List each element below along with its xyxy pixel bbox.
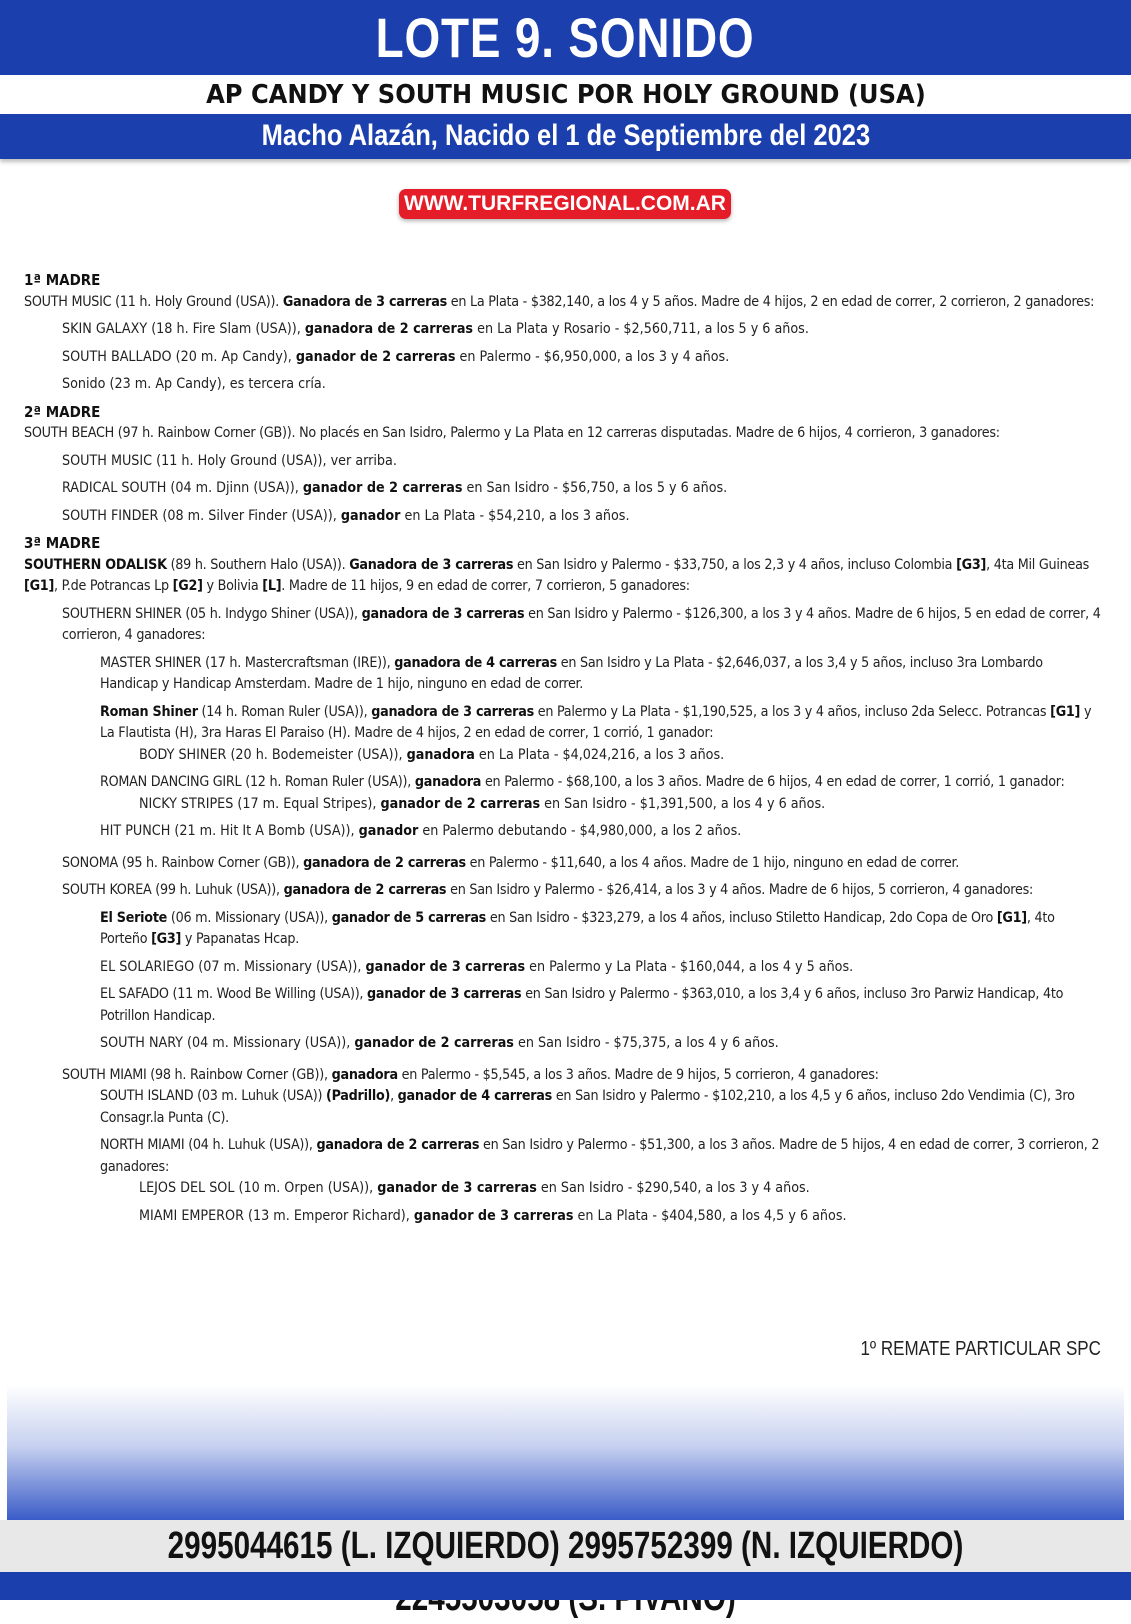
text: ROMAN DANCING GIRL (12 h. Roman Ruler (USA)), xyxy=(100,774,415,790)
text: en La Plata - $382,140, a los 4 y 5 años. Madre de 4 hijos, 2 en edad de correr, 2 corrieron, 2 ganadores: xyxy=(446,293,1095,310)
text: SOUTH FINDER (08 m. Silver Finder (USA)), xyxy=(62,507,341,524)
text: EL SAFADO (11 m. Wood Be Willing (USA)), xyxy=(100,986,368,1002)
contact-phones-bar xyxy=(0,1520,1131,1572)
text: , P.de Potrancas Lp xyxy=(54,578,173,594)
horse-name: El Seriote xyxy=(100,909,168,926)
pedigree-text: AP CANDY Y SOUTH MUSIC POR HOLY GROUND (USA) xyxy=(205,80,926,110)
section-title-first-dam: 1ª MADRE xyxy=(24,271,101,289)
offspring-entry xyxy=(62,506,1104,528)
text: en Palermo debutando - $4,980,000, a los 2 años. xyxy=(418,823,742,839)
offspring-entry xyxy=(139,1178,1104,1200)
wins: ganadora xyxy=(406,746,475,763)
text: HIT PUNCH (21 m. Hit It A Bomb (USA)), xyxy=(100,823,359,839)
wins: ganador de 5 carreras xyxy=(331,909,487,926)
offspring-entry xyxy=(62,347,1104,369)
wins: ganador de 3 carreras xyxy=(367,986,522,1002)
first-dam-entry xyxy=(24,292,1104,314)
offspring-entry xyxy=(62,853,1104,875)
text: en San Isidro - $1,391,500, a los 4 y 6 años. xyxy=(540,795,826,812)
horse-name: Roman Shiner xyxy=(100,703,198,720)
text: en San Isidro - $323,279, a los 4 años, incluso Stiletto Handicap, 2do Copa de Oro xyxy=(486,909,997,926)
grade: [G3] xyxy=(956,556,987,573)
text: SOUTH ISLAND (03 m. Luhuk (USA)) xyxy=(100,1088,326,1104)
wins: ganador de 2 carreras xyxy=(380,795,541,812)
wins: ganador de 2 carreras xyxy=(295,348,456,365)
wins: Ganadora de 3 carreras xyxy=(282,293,447,310)
wins: ganador de 3 carreras xyxy=(377,1180,537,1196)
wins: ganador de 3 carreras xyxy=(413,1207,574,1224)
offspring-entry xyxy=(139,1206,1104,1228)
grade: [G2] xyxy=(172,578,203,594)
third-dam-entry xyxy=(24,555,1104,598)
offspring-entry xyxy=(62,319,1104,341)
sire-label: (Padrillo) xyxy=(325,1088,391,1104)
text: en Palermo - $6,950,000, a los 3 y 4 años. xyxy=(455,348,730,365)
text: SONOMA (95 h. Rainbow Corner (GB)), xyxy=(62,854,304,871)
text: , 4ta Mil Guineas xyxy=(986,556,1090,573)
grade: [G1] xyxy=(1050,703,1081,720)
text: en San Isidro - $75,375, a los 4 y 6 años. xyxy=(513,1035,779,1051)
lot-title: LOTE 9. SONIDO xyxy=(376,6,755,69)
text: SOUTH MUSIC (11 h. Holy Ground (USA)). xyxy=(24,293,283,310)
text: en Palermo y La Plata - $160,044, a los 4 y 5 años. xyxy=(525,958,854,975)
grade: [G3] xyxy=(151,931,182,947)
text: , 4to Porteño xyxy=(100,909,1055,947)
wins: ganador xyxy=(358,823,419,839)
offspring-entry xyxy=(139,794,1104,816)
text: en San Isidro - $290,540, a los 3 y 4 años. xyxy=(536,1180,810,1196)
text: (89 h. Southern Halo (USA)). xyxy=(166,556,350,573)
auction-label xyxy=(818,1338,1101,1361)
pedigree-content xyxy=(24,264,1104,1233)
offspring-entry xyxy=(100,984,1104,1027)
offspring-entry xyxy=(62,604,1104,647)
wins: ganador de 3 carreras xyxy=(365,958,526,975)
second-dam-entry: SOUTH BEACH (97 h. Rainbow Corner (GB)). No placés en San Isidro, Palermo y La Plata en 12 carreras disputadas. Madre de 6 hijos, 4 corrieron, 3 ganadores: xyxy=(24,425,1000,441)
section-title-third-dam: 3ª MADRE xyxy=(24,534,101,552)
offspring-entry xyxy=(100,653,1104,696)
lot-title-bar xyxy=(0,0,1131,75)
wins: ganador de 2 carreras xyxy=(302,480,463,496)
text: RADICAL SOUTH (04 m. Djinn (USA)), xyxy=(62,480,303,496)
text: NICKY STRIPES (17 m. Equal Stripes), xyxy=(139,795,381,812)
offspring-entry: SOUTH MUSIC (11 h. Holy Ground (USA)), ver arriba. xyxy=(62,452,397,469)
text: EL SOLARIEGO (07 m. Missionary (USA)), xyxy=(100,958,366,975)
bottom-blue-bar xyxy=(0,1572,1131,1600)
offspring-entry xyxy=(62,880,1104,902)
offspring-entry xyxy=(100,821,1104,843)
offspring-entry xyxy=(100,908,1104,951)
text: , xyxy=(390,1088,398,1104)
wins: ganador de 2 carreras xyxy=(354,1035,514,1051)
offspring-entry xyxy=(100,772,1104,794)
footer-gradient xyxy=(7,1385,1124,1520)
text: MIAMI EMPEROR (13 m. Emperor Richard), xyxy=(139,1207,414,1224)
text: SOUTH MIAMI (98 h. Rainbow Corner (GB)), xyxy=(62,1066,332,1083)
text: MASTER SHINER (17 h. Mastercraftsman (IRE)), xyxy=(100,654,395,671)
text: en San Isidro y Palermo - $51,300, a los 3 años. Madre de 5 hijos, 4 en edad de correr, 3 corrieron, 2 ganadores: xyxy=(100,1137,1100,1175)
auction-label-text: 1º REMATE PARTICULAR SPC xyxy=(860,1338,1101,1360)
offspring-entry xyxy=(100,1033,1104,1055)
horse-name: SOUTHERN ODALISK xyxy=(24,556,167,573)
grade: [G1] xyxy=(24,578,55,594)
text: en Palermo - $11,640, a los 4 años. Madre de 1 hijo, ninguno en edad de correr. xyxy=(465,854,960,871)
text: en Palermo - $68,100, a los 3 años. Madre de 6 hijos, 4 en edad de correr, 1 corrió, 1 ganador: xyxy=(481,774,1065,790)
offspring-entry xyxy=(62,478,1104,500)
text: en San Isidro y Palermo - $26,414, a los 3 y 4 años. Madre de 6 hijos, 5 corrieron, 4 ganadores: xyxy=(446,882,1034,898)
birth-info: Macho Alazán, Nacido el 1 de Septiembre del 2023 xyxy=(261,119,870,152)
text: y Papanatas Hcap. xyxy=(181,931,300,947)
wins: ganador de 4 carreras xyxy=(397,1088,553,1104)
text: SKIN GALAXY (18 h. Fire Slam (USA)), xyxy=(62,321,305,337)
section-title-second-dam: 2ª MADRE xyxy=(24,402,101,421)
text: SOUTH BALLADO (20 m. Ap Candy), xyxy=(62,348,296,365)
offspring-entry xyxy=(100,957,1104,979)
text: (14 h. Roman Ruler (USA)), xyxy=(197,703,372,720)
grade: [G1] xyxy=(996,909,1027,926)
pedigree-line xyxy=(0,77,1131,111)
text: (06 m. Missionary (USA)), xyxy=(167,909,332,926)
text: BODY SHINER (20 h. Bodemeister (USA)), xyxy=(139,746,407,763)
text: y Bolivia xyxy=(202,578,263,594)
text: en Palermo y La Plata - $1,190,525, a los 3 y 4 años, incluso 2da Selecc. Potrancas xyxy=(533,703,1051,720)
text: en San Isidro - $56,750, a los 5 y 6 años. xyxy=(462,480,728,496)
text: SOUTH NARY (04 m. Missionary (USA)), xyxy=(100,1035,355,1051)
website-link[interactable]: WWW.TURFREGIONAL.COM.AR xyxy=(399,189,731,219)
text: en La Plata - $404,580, a los 4,5 y 6 años. xyxy=(573,1207,847,1224)
text: en San Isidro y Palermo - $33,750, a los 2,3 y 4 años, incluso Colombia xyxy=(513,556,957,573)
text: en La Plata - $4,024,216, a los 3 años. xyxy=(474,746,725,763)
wins: ganadora xyxy=(331,1066,398,1083)
birth-info-bar xyxy=(0,114,1131,159)
text: NORTH MIAMI (04 h. Luhuk (USA)), xyxy=(100,1137,317,1153)
wins: ganador xyxy=(340,507,401,524)
text: en San Isidro y Palermo - $102,210, a los 4,5 y 6 años, incluso 2do Vendimia (C), 3ro Consagr.la Punta (C). xyxy=(100,1088,1075,1126)
offspring-entry xyxy=(100,702,1104,745)
wins: ganadora de 3 carreras xyxy=(361,605,525,622)
wins: ganadora de 2 carreras xyxy=(316,1137,480,1153)
wins: ganadora de 2 carreras xyxy=(303,854,466,871)
wins: ganadora de 3 carreras xyxy=(371,703,534,720)
text: en La Plata - $54,210, a los 3 años. xyxy=(400,507,630,524)
text: y La Flautista (H), 3ra Haras El Paraiso (H). Madre de 4 hijos, 2 en edad de correr, 1 corrió, 1 ganador: xyxy=(100,703,1092,741)
text: en San Isidro y Palermo - $363,010, a los 3,4 y 6 años, incluso 3ro Parwiz Handicap, 4to Potrillon Handicap. xyxy=(100,986,1064,1024)
text: en San Isidro y Palermo - $126,300, a los 3 y 4 años. Madre de 6 hijos, 5 en edad de correr, 4 corrieron, 4 ganadores: xyxy=(62,605,1101,643)
offspring-entry xyxy=(100,1086,1104,1129)
text: SOUTH KOREA (99 h. Luhuk (USA)), xyxy=(62,882,284,898)
text: LEJOS DEL SOL (10 m. Orpen (USA)), xyxy=(139,1180,378,1196)
wins: Ganadora de 3 carreras xyxy=(349,556,514,573)
offspring-entry: Sonido (23 m. Ap Candy), es tercera cría. xyxy=(62,376,326,392)
text: SOUTHERN SHINER (05 h. Indygo Shiner (USA)), xyxy=(62,605,362,622)
offspring-entry xyxy=(100,1135,1104,1178)
grade: [L] xyxy=(262,578,282,594)
wins: ganadora xyxy=(414,774,482,790)
text: . Madre de 11 hijos, 9 en edad de correr, 7 corrieron, 5 ganadores: xyxy=(281,578,690,594)
offspring-entry xyxy=(139,745,1104,767)
contact-phones: 2995044615 (L. IZQUIERDO) 2995752399 (N. IZQUIERDO) xyxy=(167,1525,964,1567)
wins: ganadora de 2 carreras xyxy=(304,321,474,337)
text: en San Isidro y La Plata - $2,646,037, a los 3,4 y 5 años, incluso 3ra Lombardo Handicap y Handicap Amsterdam. Madre de 1 hijo, ninguno en edad de correr. xyxy=(100,654,1043,692)
text: en La Plata y Rosario - $2,560,711, a los 5 y 6 años. xyxy=(473,321,809,337)
wins: ganadora de 4 carreras xyxy=(394,654,557,671)
wins: ganadora de 2 carreras xyxy=(283,882,447,898)
text: en Palermo - $5,545, a los 3 años. Madre de 9 hijos, 5 corrieron, 4 ganadores: xyxy=(397,1066,879,1083)
offspring-entry xyxy=(62,1065,1104,1087)
